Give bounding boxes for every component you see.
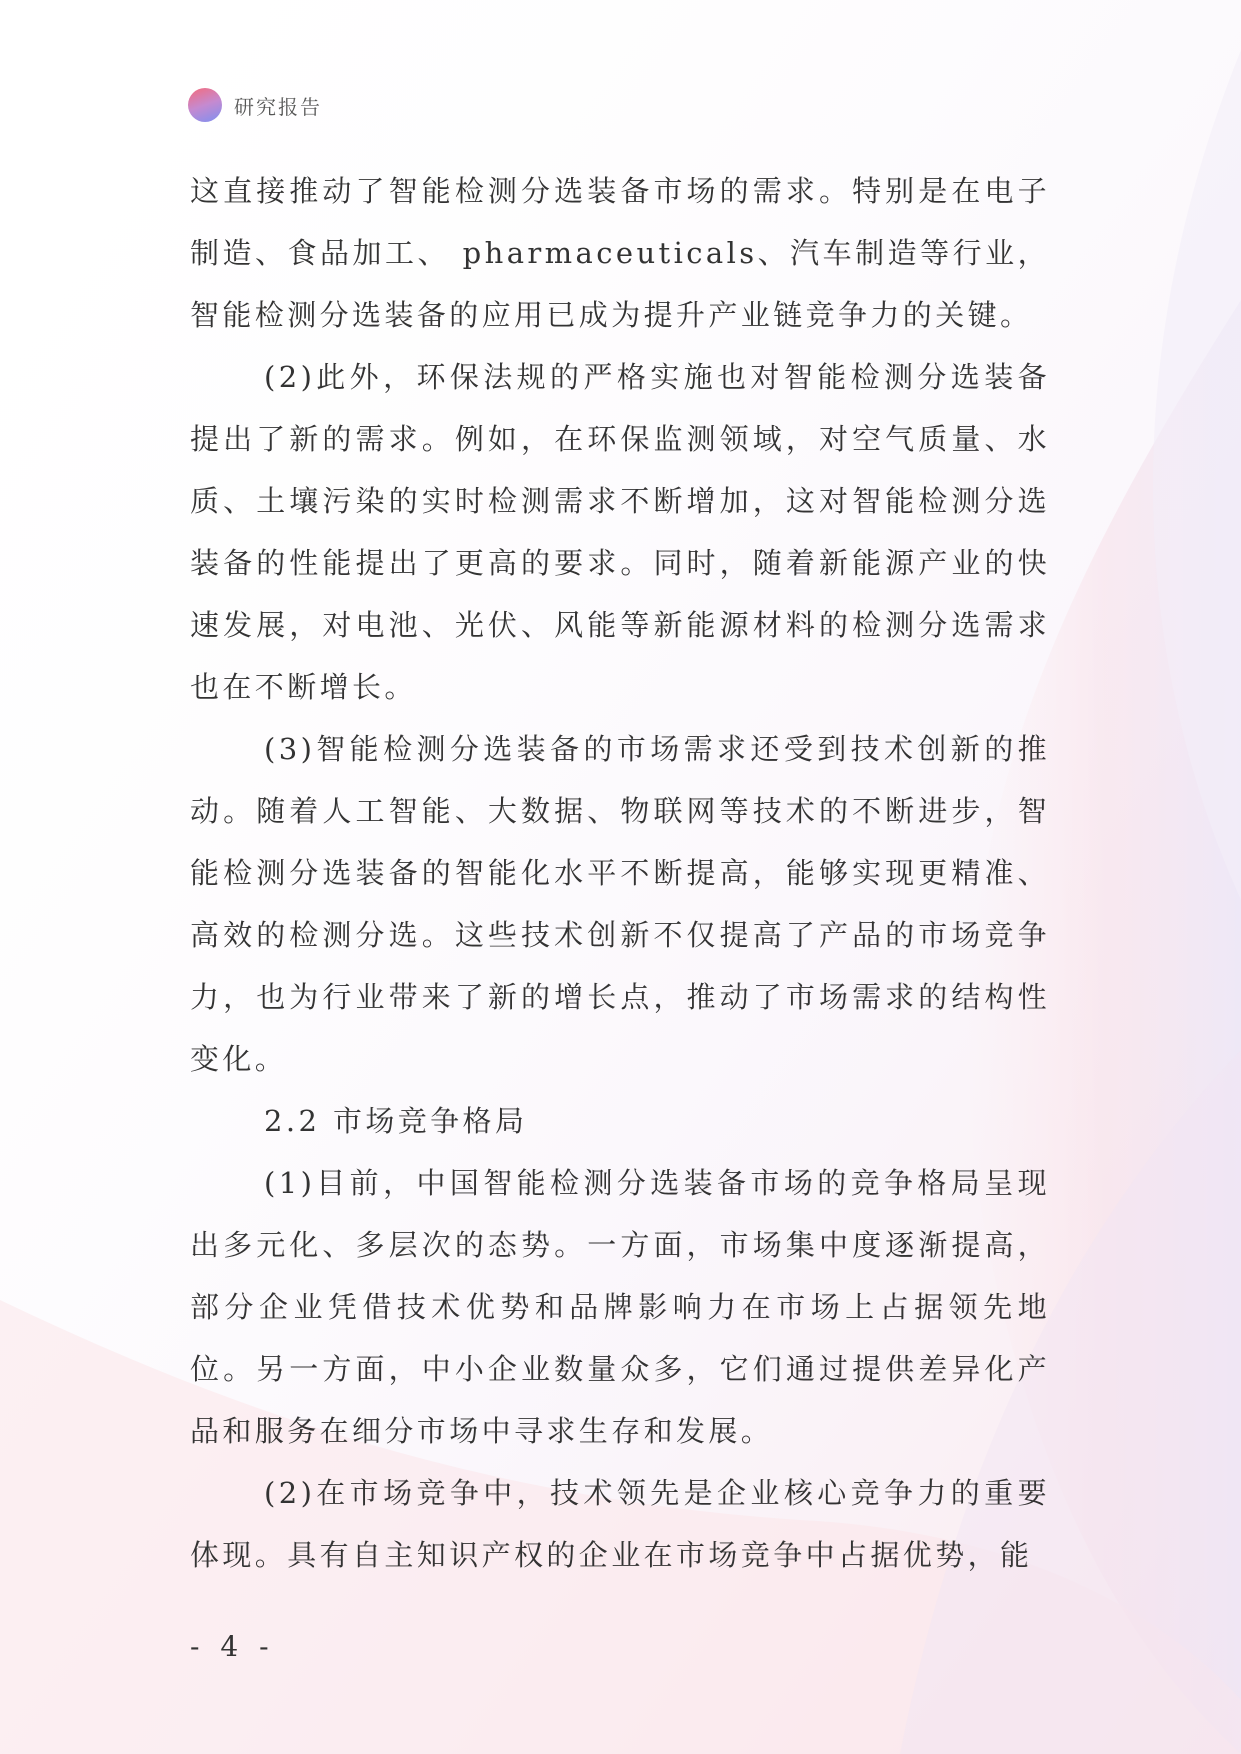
page-number: - 4 - (190, 1630, 275, 1663)
paragraph-1: 这直接推动了智能检测分选装备市场的需求。特别是在电子制造、食品加工、 pharmaceuticals、汽车制造等行业，智能检测分选装备的应用已成为提升产业链竞争力的关键。 (190, 174, 1050, 332)
section-heading: 2.2 市场竞争格局 (264, 1104, 528, 1138)
paragraph-3: (3)智能检测分选装备的市场需求还受到技术创新的推动。随着人工智能、大数据、物联网等技术的不断进步，智能检测分选装备的智能化水平不断提高，能够实现更精准、高效的检测分选。这些技术创新不仅提高了产品的市场竞争力，也为行业带来了新的增长点，推动了市场需求的结构性变化。 (190, 732, 1050, 1076)
document-body (190, 160, 1050, 1586)
logo-circle-icon (188, 88, 222, 122)
header-title: 研究报告 (234, 94, 322, 119)
section-paragraph-1: (1)目前，中国智能检测分选装备市场的竞争格局呈现出多元化、多层次的态势。一方面，市场集中度逐渐提高，部分企业凭借技术优势和品牌影响力在市场上占据领先地位。另一方面，中小企业数量众多，它们通过提供差异化产品和服务在细分市场中寻求生存和发展。 (190, 1166, 1050, 1448)
paragraph-2: (2)此外，环保法规的严格实施也对智能检测分选装备提出了新的需求。例如，在环保监测领域，对空气质量、水质、土壤污染的实时检测需求不断增加，这对智能检测分选装备的性能提出了更高的要求。同时，随着新能源产业的快速发展，对电池、光伏、风能等新能源材料的检测分选需求也在不断增长。 (190, 360, 1050, 704)
page-header (188, 88, 322, 122)
section-paragraph-2: (2)在市场竞争中，技术领先是企业核心竞争力的重要体现。具有自主知识产权的企业在市场竞争中占据优势，能 (190, 1476, 1050, 1572)
